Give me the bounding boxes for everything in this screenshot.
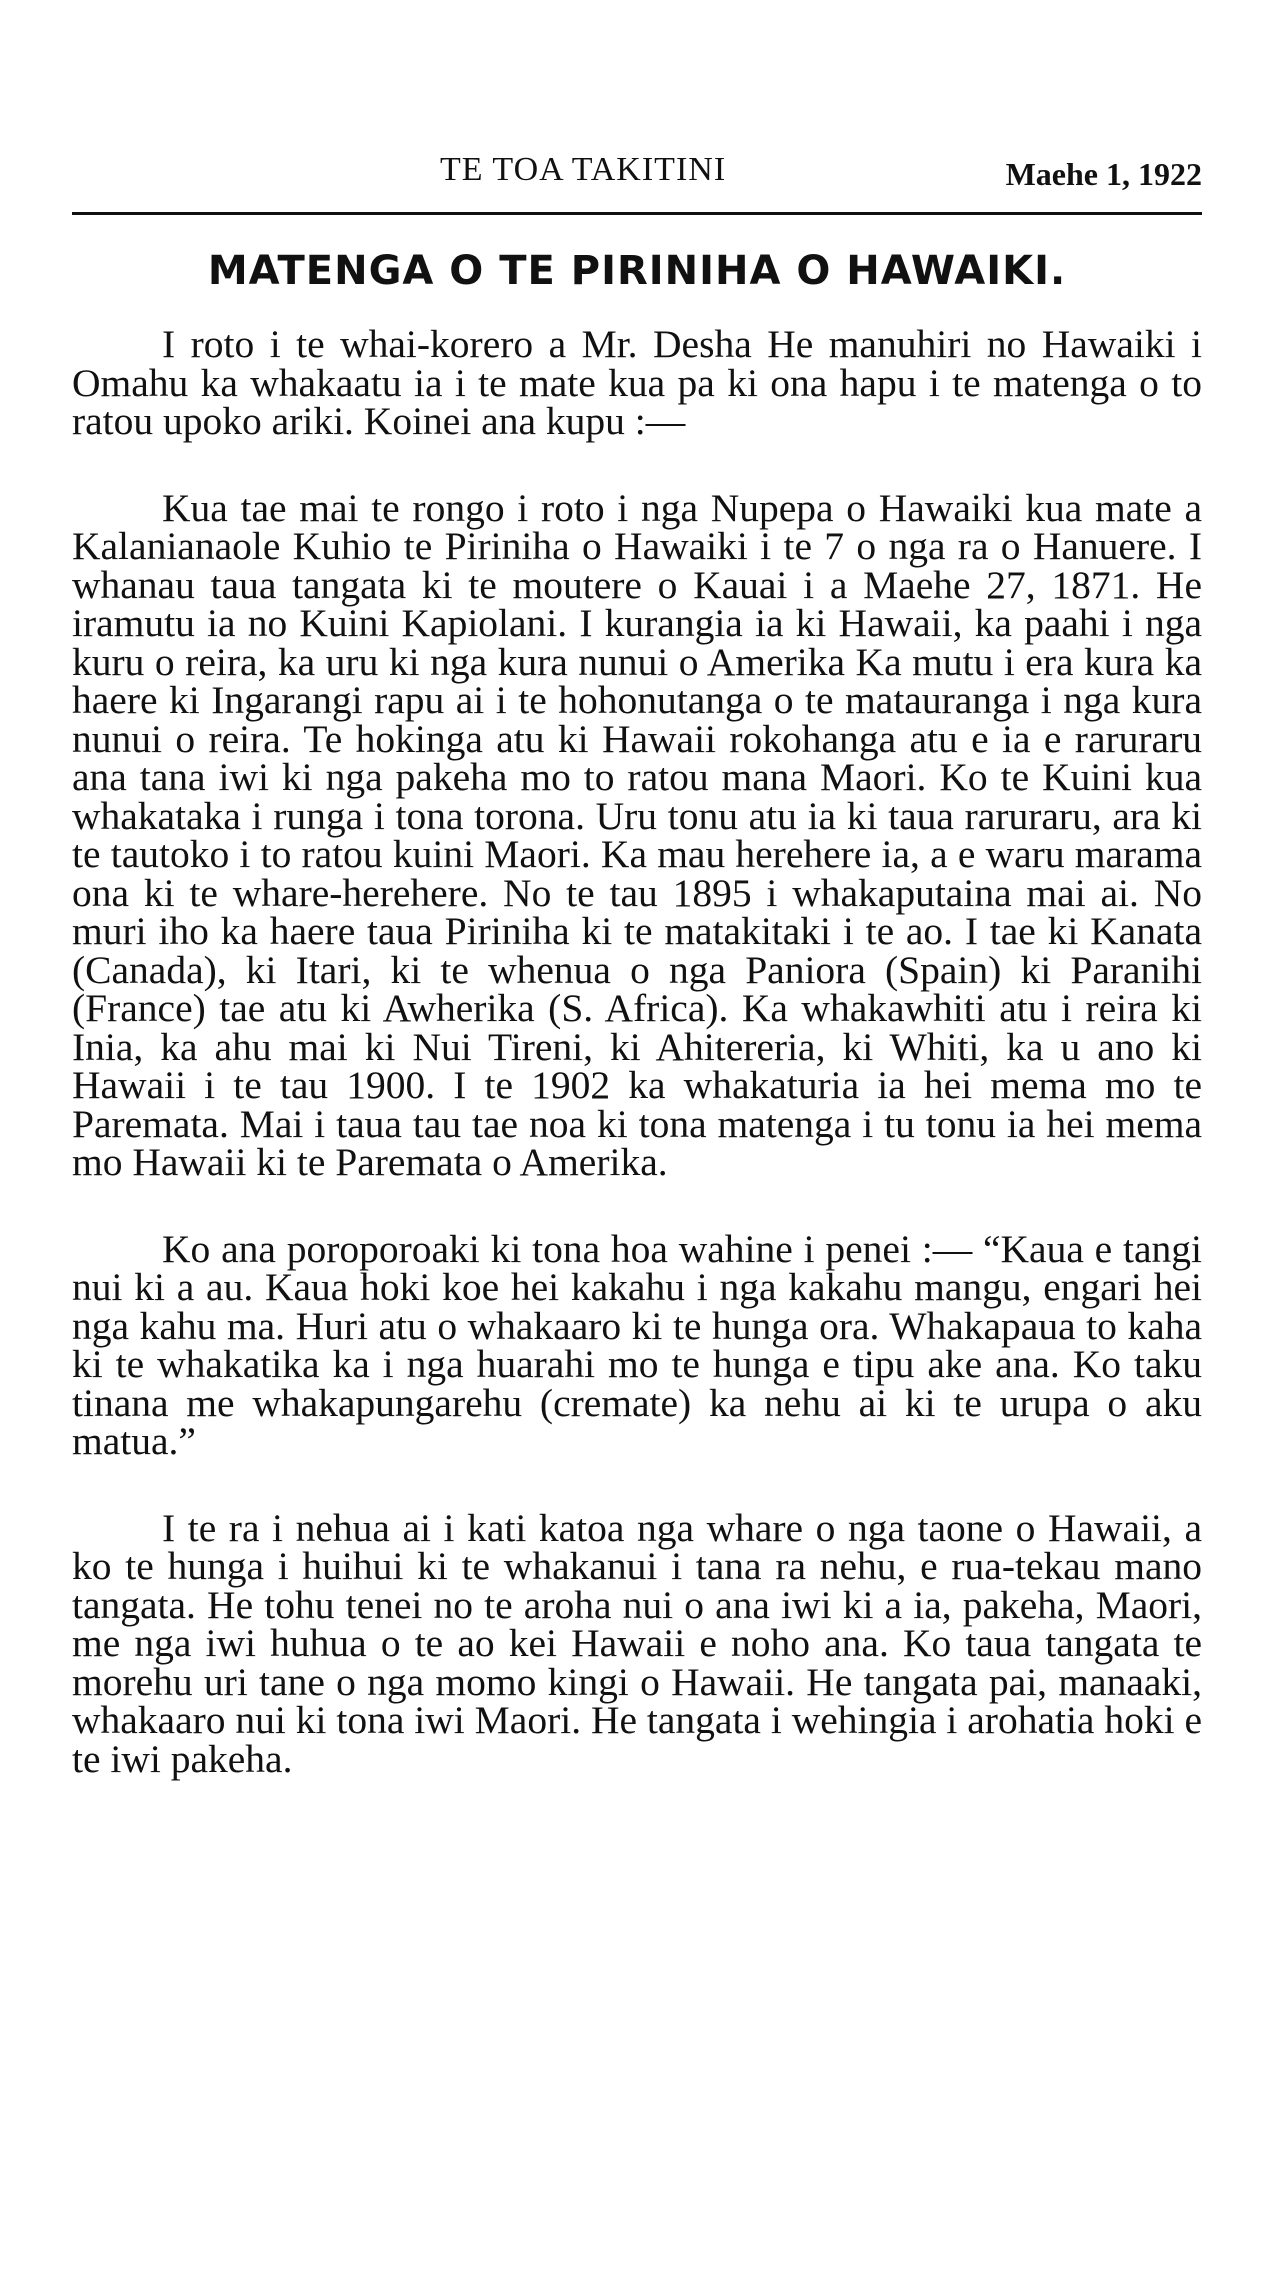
paragraph-burial: I te ra i nehua ai i kati katoa nga whare o nga taone o Hawaii, a ko te hunga i huihui ki te whakanui i tana ra nehu, e rua-tekau mano tangata. He tohu tenei no te aroha nui o ana iwi ki a ia, pakeha, Maori, me nga iwi huhua o te ao kei Hawaii e noho ana. Ko taua tangata te morehu uri tane o nga momo kingi o Hawaii. He tangata pai, manaaki, whakaaro nui ki tona iwi Maori. He tangata i wehingia i arohatia hoki e te iwi pakeha.	[72, 1505, 1202, 1781]
issue-date: Maehe 1, 1922	[1005, 156, 1202, 192]
header-rule	[72, 212, 1202, 215]
paragraph-intro: I roto i te whai-korero a Mr. Desha He manuhiri no Hawaiki i Omahu ka whakaatu ia i te mate kua pa ki ona hapu i te matenga o to ratou upoko ariki. Koinei ana kupu :—	[72, 322, 1202, 443]
paragraph-farewell: Ko ana poroporoaki ki tona hoa wahine i penei :— “Kaua e tangi nui ki a au. Kaua hoki koe hei kakahu i nga kakahu mangu, engari hei nga kahu ma. Huri atu o whakaaro ki te hunga ora. Whakapaua to kaha ki te whakatika ka i nga huarahi mo te hunga e tipu ake ana. Ko taku tinana me whakapungarehu (cremate) ka nehu ai ki te urupa o aku matua.”	[72, 1226, 1202, 1463]
paragraph-news: Kua tae mai te rongo i roto i nga Nupepa o Hawaiki kua mate a Kalanianaole Kuhio te Piriniha o Hawaiki i te 7 o nga ra o Hanuere. I whanau taua tangata ki te moutere o Kauai i a Maehe 27, 1871. He iramutu ia no Kuini Kapiolani. I kurangia ia ki Hawaii, ka paahi i nga kuru o reira, ka uru ki nga kura nunui o Amerika Ka mutu i era kura ka haere ki Ingarangi rapu ai i te hohonutanga o te matauranga i nga kura nunui o reira. Te hokinga atu ki Hawaii rokohanga atu e ia e raruraru ana tana iwi ki nga pakeha mo to ratou mana Maori. Ko te Kuini kua whakataka i runga i tona torona. Uru tonu atu ia ki taua raruraru, ara ki te tautoko i to ratou kuini Maori. Ka mau herehere ia, a e waru marama ona ki te whare-herehere. No te tau 1895 i whakaputaina mai ai. No muri iho ka haere taua Piriniha ki te matakitaki i te ao. I tae ki Kanata (Canada), ki Itari, ki te whenua o nga Paniora (Spain) ki Paranihi (France) tae atu ki Awherika (S. Africa). Ka whakawhiti atu i reira ki Inia, ka ahu mai ki Nui Tireni, ki Ahitereria, ki Whiti, ka u ano ki Hawaii i te tau 1900. I te 1902 ka whakaturia ia hei mema mo te Paremata. Mai i taua tau tae noa ki tona matenga i tu tonu ia hei mema mo Hawaii ki te Paremata o Amerika.	[72, 485, 1202, 1184]
article-title: MATENGA O TE PIRINIHA O HAWAIKI.	[207, 248, 1067, 294]
running-header	[72, 150, 1202, 200]
article-body	[72, 322, 1202, 1781]
running-title: TE TOA TAKITINI	[440, 151, 727, 188]
